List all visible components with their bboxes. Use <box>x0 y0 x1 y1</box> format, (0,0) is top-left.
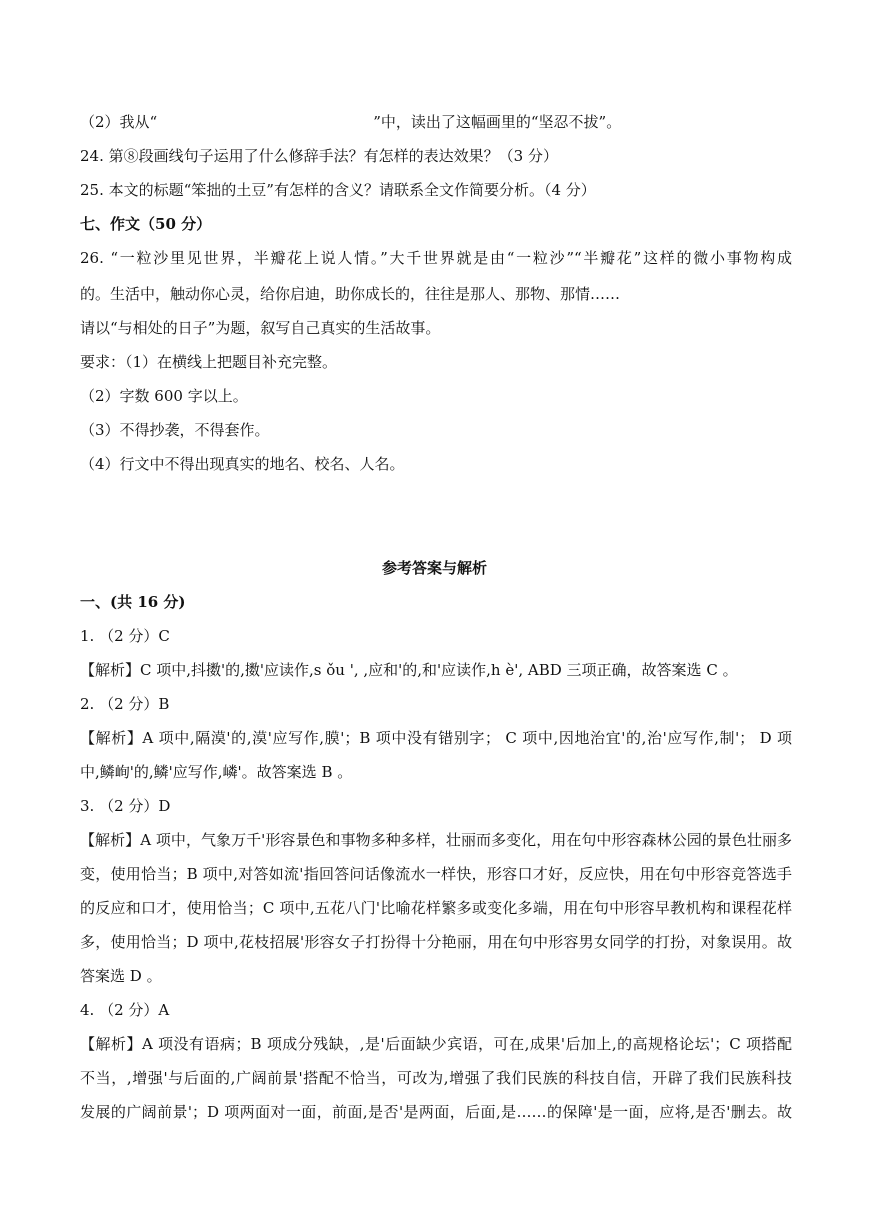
composition-prompt: 请以“与相处的日子”为题，叙写自己真实的生活故事。 <box>80 319 441 337</box>
answer-3-explanation-line-1: 【解析】A 项中，气象万千'形容景色和事物多种多样，壮丽而多变化，用在句中形容森林公园的景色壮丽多 <box>80 831 792 849</box>
question-26-line-2: 的。生活中，触动你心灵，给你启迪，助你成长的，往往是那人、那物、那情…… <box>80 285 621 303</box>
answer-4-explanation-line-3: 发展的广阔前景'；D 项两面对一面，前面,是否'是两面，后面,是……的保障'是一面，应将,是否'删去。故 <box>80 1103 792 1121</box>
answer-1: 1. （2 分）C <box>80 627 170 645</box>
question-23-2-prefix: （2）我从“ <box>80 113 158 131</box>
answer-3: 3. （2 分）D <box>80 797 171 815</box>
answer-4-explanation-line-1: 【解析】A 项没有语病；B 项成分残缺，,是'后面缺少宾语，可在,成果'后加上,的高规格论坛'；C 项搭配 <box>80 1035 792 1053</box>
answer-2-explanation-line-1: 【解析】A 项中,隔漠'的,漠'应写作,膜'；B 项中没有错别字； C 项中,因地治宜'的,治'应写作,制'； D 项 <box>80 729 792 747</box>
composition-heading: 七、作文（50 分） <box>80 215 212 233</box>
requirement-1: 要求：（1）在横线上把题目补充完整。 <box>80 353 338 371</box>
answer-3-explanation-line-2: 变，使用恰当；B 项中,对答如流'指回答问话像流水一样快，形容口才好，反应快，用在句中形容竞答选手 <box>80 865 792 883</box>
question-23-2-suffix: ”中，读出了这幅画里的“坚忍不拔”。 <box>373 113 622 131</box>
requirement-2: （2）字数 600 字以上。 <box>80 387 248 405</box>
answer-1-explanation: 【解析】C 项中,抖擞'的,擞'应读作,s ǒu ', ,应和'的,和'应读作,h è', ABD 三项正确，故答案选 C 。 <box>80 661 738 679</box>
answer-2: 2. （2 分）B <box>80 695 170 713</box>
answer-4: 4. （2 分）A <box>80 1001 170 1019</box>
requirement-4: （4）行文中不得出现真实的地名、校名、人名。 <box>80 455 405 473</box>
question-25: 25. 本文的标题“笨拙的土豆”有怎样的含义？请联系全文作简要分析。（4 分） <box>80 181 596 199</box>
question-24: 24. 第⑧段画线句子运用了什么修辞手法？有怎样的表达效果？（3 分） <box>80 147 558 165</box>
answers-title: 参考答案与解析 <box>381 559 487 577</box>
requirement-3: （3）不得抄袭，不得套作。 <box>80 421 270 439</box>
question-23-2 <box>80 111 792 133</box>
question-26-line-1: 26. “一粒沙里见世界，半瓣花上说人情。”大千世界就是由“一粒沙”“半瓣花”这样的微小事物构成 <box>80 249 792 267</box>
answer-3-explanation-line-4: 多，使用恰当；D 项中,花枝招展'形容女子打扮得十分艳丽，用在句中形容男女同学的打扮，对象误用。故 <box>80 933 792 951</box>
answer-2-explanation-line-2: 中,鳞峋'的,鳞'应写作,嶙'。故答案选 B 。 <box>80 763 353 781</box>
answer-3-explanation-line-3: 的反应和口才，使用恰当；C 项中,五花八门'比喻花样繁多或变化多端，用在句中形容早教机构和课程花样 <box>80 899 792 917</box>
answer-4-explanation-line-2: 不当，,增强'与后面的,广阔前景'搭配不恰当，可改为,增强了我们民族的科技自信，开辟了我们民族科技 <box>80 1069 792 1087</box>
answer-3-explanation-line-5: 答案选 D 。 <box>80 967 162 985</box>
answers-section-1: 一、(共 16 分) <box>80 593 186 611</box>
